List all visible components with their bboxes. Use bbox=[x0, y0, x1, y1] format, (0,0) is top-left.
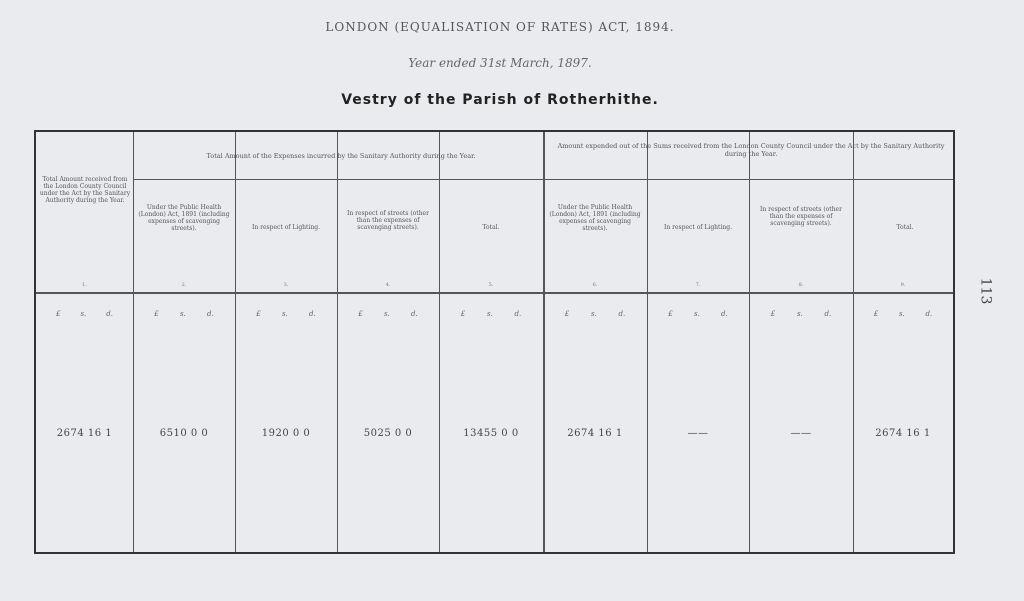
currency-units bbox=[439, 310, 543, 318]
value-col-1: 2674 16 1 bbox=[56, 428, 113, 439]
pounds-unit: £ bbox=[770, 310, 776, 318]
currency-units bbox=[543, 310, 647, 318]
sub-header-9: Total. bbox=[896, 224, 914, 231]
column-divider bbox=[853, 132, 854, 552]
group-header-rule bbox=[133, 179, 953, 180]
currency-units bbox=[235, 310, 337, 318]
header-rule bbox=[36, 292, 953, 294]
col-1-header: Total Amount received from the London County Council under the Act by the Sanitary Authority during the Year. bbox=[39, 176, 131, 204]
column-divider bbox=[543, 132, 545, 552]
vestry-title: Vestry of the Parish of Rotherhithe. bbox=[341, 92, 659, 108]
page-number: 113 bbox=[977, 277, 994, 305]
value-col-5: 13455 0 0 bbox=[463, 428, 519, 439]
column-divider bbox=[749, 132, 750, 552]
group-a-header: Total Amount of the Expenses incurred by the Sanitary Authority during the Year. bbox=[206, 152, 476, 160]
shillings-unit: s. bbox=[383, 310, 390, 318]
value-col-4: 5025 0 0 bbox=[363, 428, 413, 439]
currency-units bbox=[337, 310, 439, 318]
column-number: 6. bbox=[592, 282, 598, 288]
act-title: LONDON (EQUALISATION OF RATES) ACT, 1894. bbox=[325, 20, 675, 34]
column-divider bbox=[235, 132, 236, 552]
column-divider bbox=[647, 132, 648, 552]
currency-units bbox=[749, 310, 853, 318]
column-number: 9. bbox=[900, 282, 906, 288]
pounds-unit: £ bbox=[564, 310, 570, 318]
shillings-unit: s. bbox=[796, 310, 803, 318]
pence-unit: d. bbox=[618, 310, 626, 318]
shillings-unit: s. bbox=[80, 310, 87, 318]
pounds-unit: £ bbox=[154, 310, 159, 318]
pence-unit: d. bbox=[309, 310, 316, 318]
currency-units bbox=[133, 310, 235, 318]
sub-header-2: Under the Public Health (London) Act, 1891 (including expenses of scavenging streets). bbox=[138, 204, 230, 232]
column-divider bbox=[133, 132, 134, 552]
currency-units bbox=[853, 310, 953, 318]
pence-unit: d. bbox=[106, 310, 113, 318]
shillings-unit: s. bbox=[898, 310, 905, 318]
pence-unit: d. bbox=[824, 310, 832, 318]
pounds-unit: £ bbox=[55, 310, 61, 318]
shillings-unit: s. bbox=[486, 310, 493, 318]
sub-header-7: In respect of Lighting. bbox=[663, 224, 732, 231]
pence-unit: d. bbox=[411, 310, 418, 318]
sub-header-4: In respect of streets (other than the expenses of scavenging streets). bbox=[347, 210, 429, 231]
pence-unit: d. bbox=[207, 310, 214, 318]
column-divider bbox=[337, 132, 338, 552]
column-number: 2. bbox=[181, 282, 187, 288]
pounds-unit: £ bbox=[460, 310, 466, 318]
column-number: 5. bbox=[488, 282, 494, 288]
shillings-unit: s. bbox=[281, 310, 288, 318]
sub-header-8: In respect of streets (other than the expenses of scavenging streets). bbox=[760, 206, 842, 227]
year-line: Year ended 31st March, 1897. bbox=[408, 56, 592, 70]
currency-units bbox=[647, 310, 749, 318]
pounds-unit: £ bbox=[358, 310, 363, 318]
value-col-8: —— bbox=[790, 428, 812, 439]
shillings-unit: s. bbox=[179, 310, 186, 318]
value-col-3: 1920 0 0 bbox=[261, 428, 311, 439]
pounds-unit: £ bbox=[873, 310, 879, 318]
column-number: 4. bbox=[385, 282, 391, 288]
pounds-unit: £ bbox=[668, 310, 673, 318]
pence-unit: d. bbox=[721, 310, 728, 318]
column-number: 1. bbox=[82, 282, 87, 288]
value-col-2: 6510 0 0 bbox=[159, 428, 209, 439]
currency-units bbox=[36, 310, 133, 318]
shillings-unit: s. bbox=[693, 310, 700, 318]
column-number: 8. bbox=[798, 282, 804, 288]
shillings-unit: s. bbox=[590, 310, 597, 318]
pence-unit: d. bbox=[514, 310, 522, 318]
group-b-header: Amount expended out of the Sums received from the London County Council under the Act by the Sanitary Authority during the Year. bbox=[557, 142, 945, 158]
value-col-9: 2674 16 1 bbox=[875, 428, 931, 439]
column-number: 3. bbox=[283, 282, 289, 288]
value-col-6: 2674 16 1 bbox=[567, 428, 623, 439]
sub-header-5: Total. bbox=[482, 224, 500, 231]
column-number: 7. bbox=[695, 282, 701, 288]
sub-header-6: Under the Public Health (London) Act, 1891 (including expenses of scavenging streets). bbox=[549, 204, 641, 232]
sub-header-3: In respect of Lighting. bbox=[251, 224, 320, 231]
expenses-table bbox=[34, 130, 955, 554]
pence-unit: d. bbox=[925, 310, 933, 318]
pounds-unit: £ bbox=[256, 310, 261, 318]
value-col-7: —— bbox=[687, 428, 709, 439]
column-divider bbox=[439, 132, 440, 552]
